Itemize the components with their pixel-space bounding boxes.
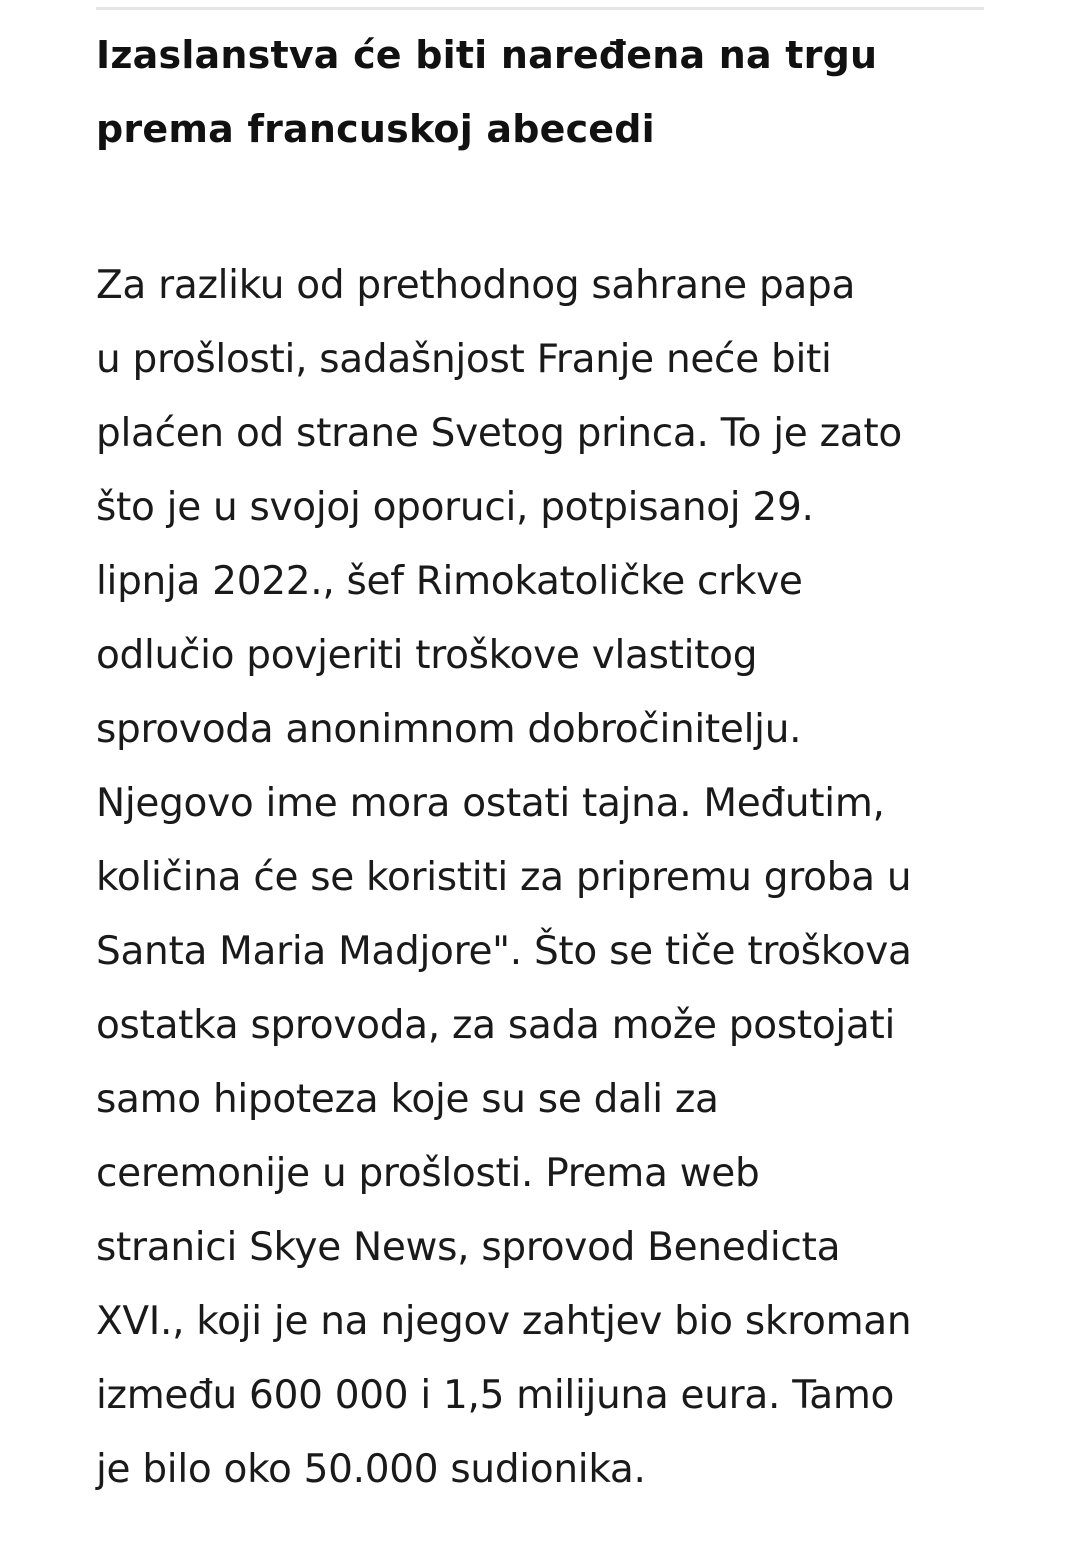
paragraph-line: lipnja 2022., šef Rimokatoličke crkve <box>96 559 803 604</box>
paragraph-line: Santa Maria Madjore". Što se tiče troškova <box>96 929 912 974</box>
paragraph-line: ceremonije u prošlosti. Prema web <box>96 1151 760 1196</box>
article-paragraph <box>96 249 984 1507</box>
paragraph-line: stranici Skye News, sprovod Benedicta <box>96 1225 841 1270</box>
section-heading <box>96 18 984 166</box>
section-divider <box>96 7 984 10</box>
paragraph-line: plaćen od strane Svetog princa. To je zato <box>96 411 902 456</box>
paragraph-line: količina će se koristiti za pripremu groba u <box>96 855 912 900</box>
paragraph-line: ostatka sprovoda, za sada može postojati <box>96 1003 896 1048</box>
paragraph-line: između 600 000 i 1,5 milijuna eura. Tamo <box>96 1373 895 1418</box>
paragraph-line: je bilo oko 50.000 sudionika. <box>96 1447 646 1492</box>
paragraph-line: odlučio povjeriti troškove vlastitog <box>96 633 758 678</box>
paragraph-line: Njegovo ime mora ostati tajna. Međutim, <box>96 781 885 826</box>
paragraph-line: sprovoda anonimnom dobročinitelju. <box>96 707 802 752</box>
paragraph-line: u prošlosti, sadašnjost Franje neće biti <box>96 337 832 382</box>
paragraph-line: samo hipoteza koje su se dali za <box>96 1077 719 1122</box>
paragraph-line: Za razliku od prethodnog sahrane papa <box>96 263 856 308</box>
heading-line: prema francuskoj abecedi <box>96 107 655 151</box>
heading-line: Izaslanstva će biti naređena na trgu <box>96 33 878 77</box>
paragraph-line: XVI., koji je na njegov zahtjev bio skroman <box>96 1299 912 1344</box>
paragraph-line: što je u svojoj oporuci, potpisanoj 29. <box>96 485 814 530</box>
